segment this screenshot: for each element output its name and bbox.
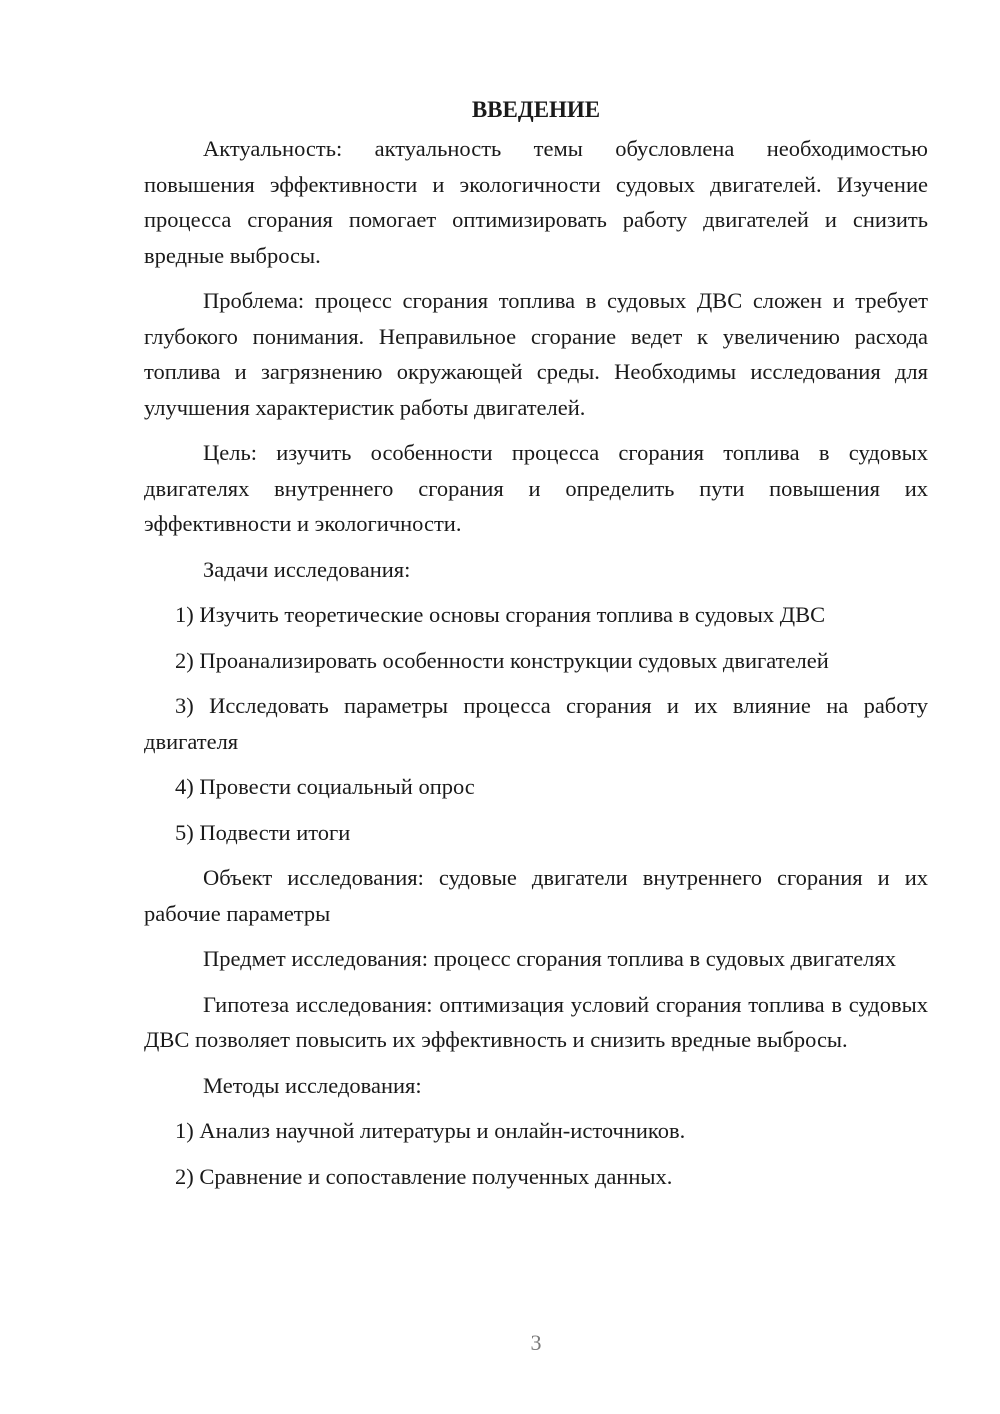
- page-title: ВВЕДЕНИЕ: [471, 97, 601, 122]
- task-item: 3) Исследовать параметры процесса сгорания и их влияние на работу двигателя: [144, 693, 928, 754]
- relevance-paragraph: Актуальность: актуальность темы обусловлена необходимостью повышения эффективности и экологичности судовых двигателей. Изучение процесса сгорания помогает оптимизировать работу двигателей и снизить вредные выбросы.: [144, 136, 928, 268]
- hypothesis-paragraph: Гипотеза исследования: оптимизация условий сгорания топлива в судовых ДВС позволяет повысить их эффективность и снизить вредные выбросы.: [144, 991, 928, 1052]
- document-page: [144, 92, 928, 1204]
- object-paragraph: Объект исследования: судовые двигатели внутреннего сгорания и их рабочие параметры: [144, 865, 928, 926]
- method-item: 2) Сравнение и сопоставление полученных данных.: [175, 1163, 673, 1189]
- task-item: 2) Проанализировать особенности конструкции судовых двигателей: [175, 647, 829, 673]
- method-item: 1) Анализ научной литературы и онлайн-источников.: [175, 1118, 686, 1143]
- task-item: 5) Подвести итоги: [175, 819, 351, 845]
- task-item: 4) Провести социальный опрос: [175, 774, 475, 799]
- goal-paragraph: Цель: изучить особенности процесса сгорания топлива в судовых двигателях внутреннего сгорания и определить пути повышения их эффективности и экологичности.: [144, 440, 928, 536]
- methods-title: Методы исследования:: [203, 1072, 422, 1098]
- problem-paragraph: Проблема: процесс сгорания топлива в судовых ДВС сложен и требует глубокого понимания. Неправильное сгорание ведет к увеличению расхода топлива и загрязнению окружающей среды. Необходимы исследования для улучшения характеристик работы двигателей.: [144, 288, 928, 420]
- subject-paragraph: Предмет исследования: процесс сгорания топлива в судовых двигателях: [203, 946, 897, 971]
- page-number: 3: [530, 1330, 542, 1355]
- tasks-title: Задачи исследования:: [203, 556, 411, 582]
- task-item: 1) Изучить теоретические основы сгорания топлива в судовых ДВС: [175, 602, 826, 627]
